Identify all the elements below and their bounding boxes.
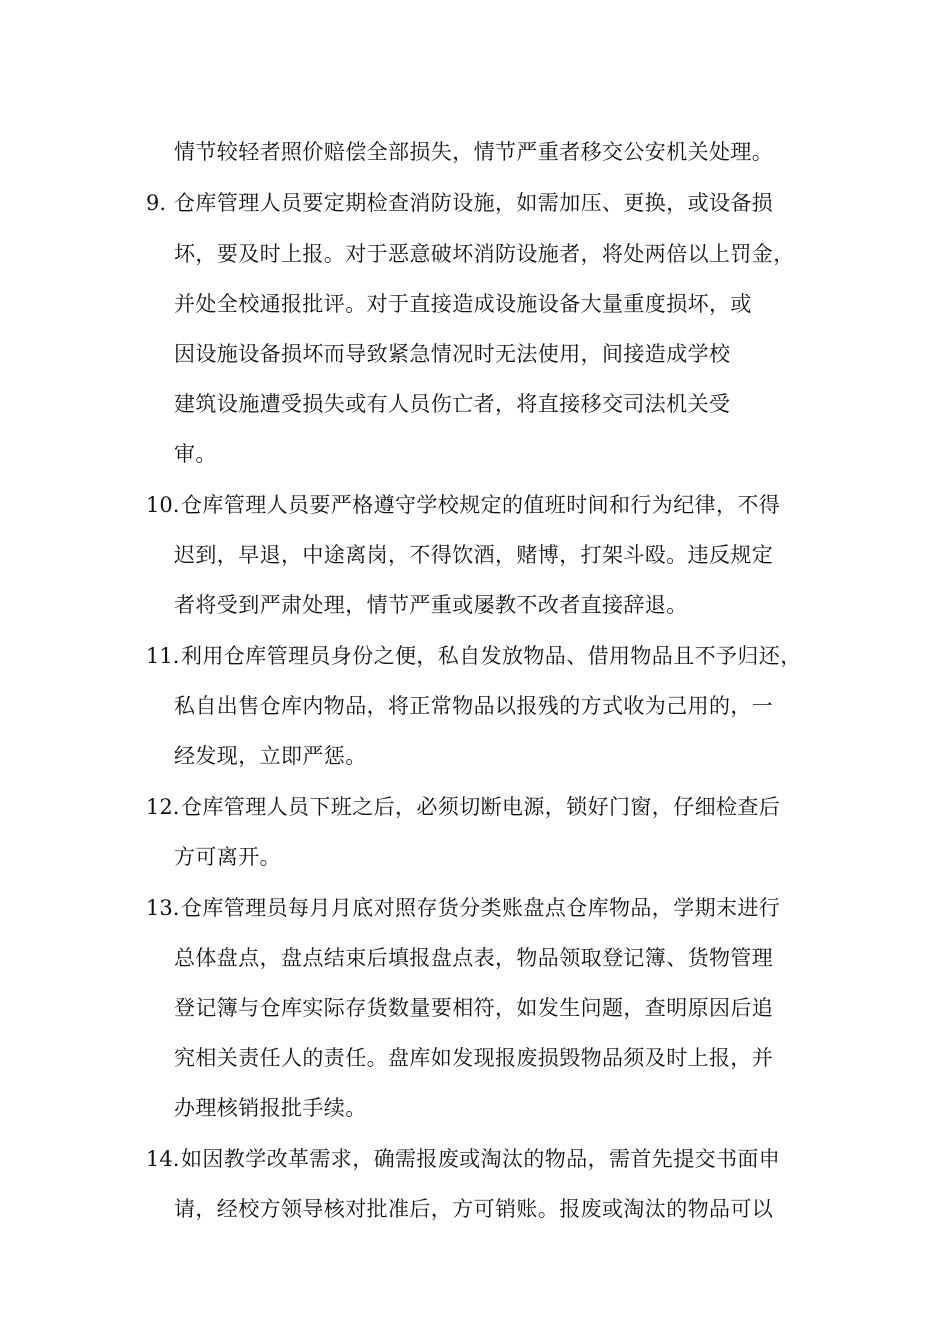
item-line: 并处全校通报批评。对于直接造成设施设备大量重度损坏，或 — [174, 292, 752, 316]
item-line: 仓库管理员每月月底对照存货分类账盘点仓库物品，学期末进行 — [181, 896, 781, 920]
item-number: 12. — [146, 795, 180, 819]
item-line: 究相关责任人的责任。盘库如发现报废损毁物品须及时上报，并 — [174, 1046, 774, 1070]
item-line: 经发现，立即严惩。 — [174, 744, 367, 768]
item-line: 办理核销报批手续。 — [174, 1096, 367, 1120]
item-line: 迟到，早退，中途离岗，不得饮酒，赌博，打架斗殴。违反规定 — [174, 543, 774, 567]
item-line: 请，经校方领导核对批准后，方可销账。报废或淘汰的物品可以 — [174, 1197, 774, 1221]
item-line: 仓库管理人员要定期检查消防设施，如需加压、更换，或设备损 — [174, 191, 774, 215]
item-number: 10. — [146, 493, 180, 517]
item-line: 审。 — [174, 442, 217, 466]
item-number: 13. — [146, 896, 180, 920]
item-line: 如因教学改革需求，确需报废或淘汰的物品，需首先提交书面申 — [181, 1147, 781, 1171]
item-line: 因设施设备损坏而导致紧急情况时无法使用，间接造成学校 — [174, 342, 731, 366]
item-number: 9. — [146, 191, 167, 215]
item-line: 私自出售仓库内物品，将正常物品以报残的方式收为己用的，一 — [174, 694, 774, 718]
item-line: 登记簿与仓库实际存货数量要相符，如发生问题，查明原因后追 — [174, 996, 774, 1020]
continuation-line: 情节较轻者照价赔偿全部损失，情节严重者移交公安机关处理。 — [174, 140, 774, 164]
item-line: 者将受到严肃处理，情节严重或屡教不改者直接辞退。 — [174, 593, 688, 617]
item-line: 利用仓库管理员身份之便，私自发放物品、借用物品且不予归还， — [181, 644, 802, 668]
item-line: 坏，要及时上报。对于恶意破坏消防设施者，将处两倍以上罚金， — [174, 242, 795, 266]
item-line: 仓库管理人员要严格遵守学校规定的值班时间和行为纪律，不得 — [181, 493, 781, 517]
item-number: 11. — [146, 644, 180, 668]
item-number: 14. — [146, 1147, 180, 1171]
item-line: 仓库管理人员下班之后，必须切断电源，锁好门窗，仔细检查后 — [181, 795, 781, 819]
item-line: 方可离开。 — [174, 845, 281, 869]
item-line: 建筑设施遭受损失或有人员伤亡者，将直接移交司法机关受 — [174, 392, 731, 416]
item-line: 总体盘点，盘点结束后填报盘点表，物品领取登记簿、货物管理 — [174, 946, 774, 970]
